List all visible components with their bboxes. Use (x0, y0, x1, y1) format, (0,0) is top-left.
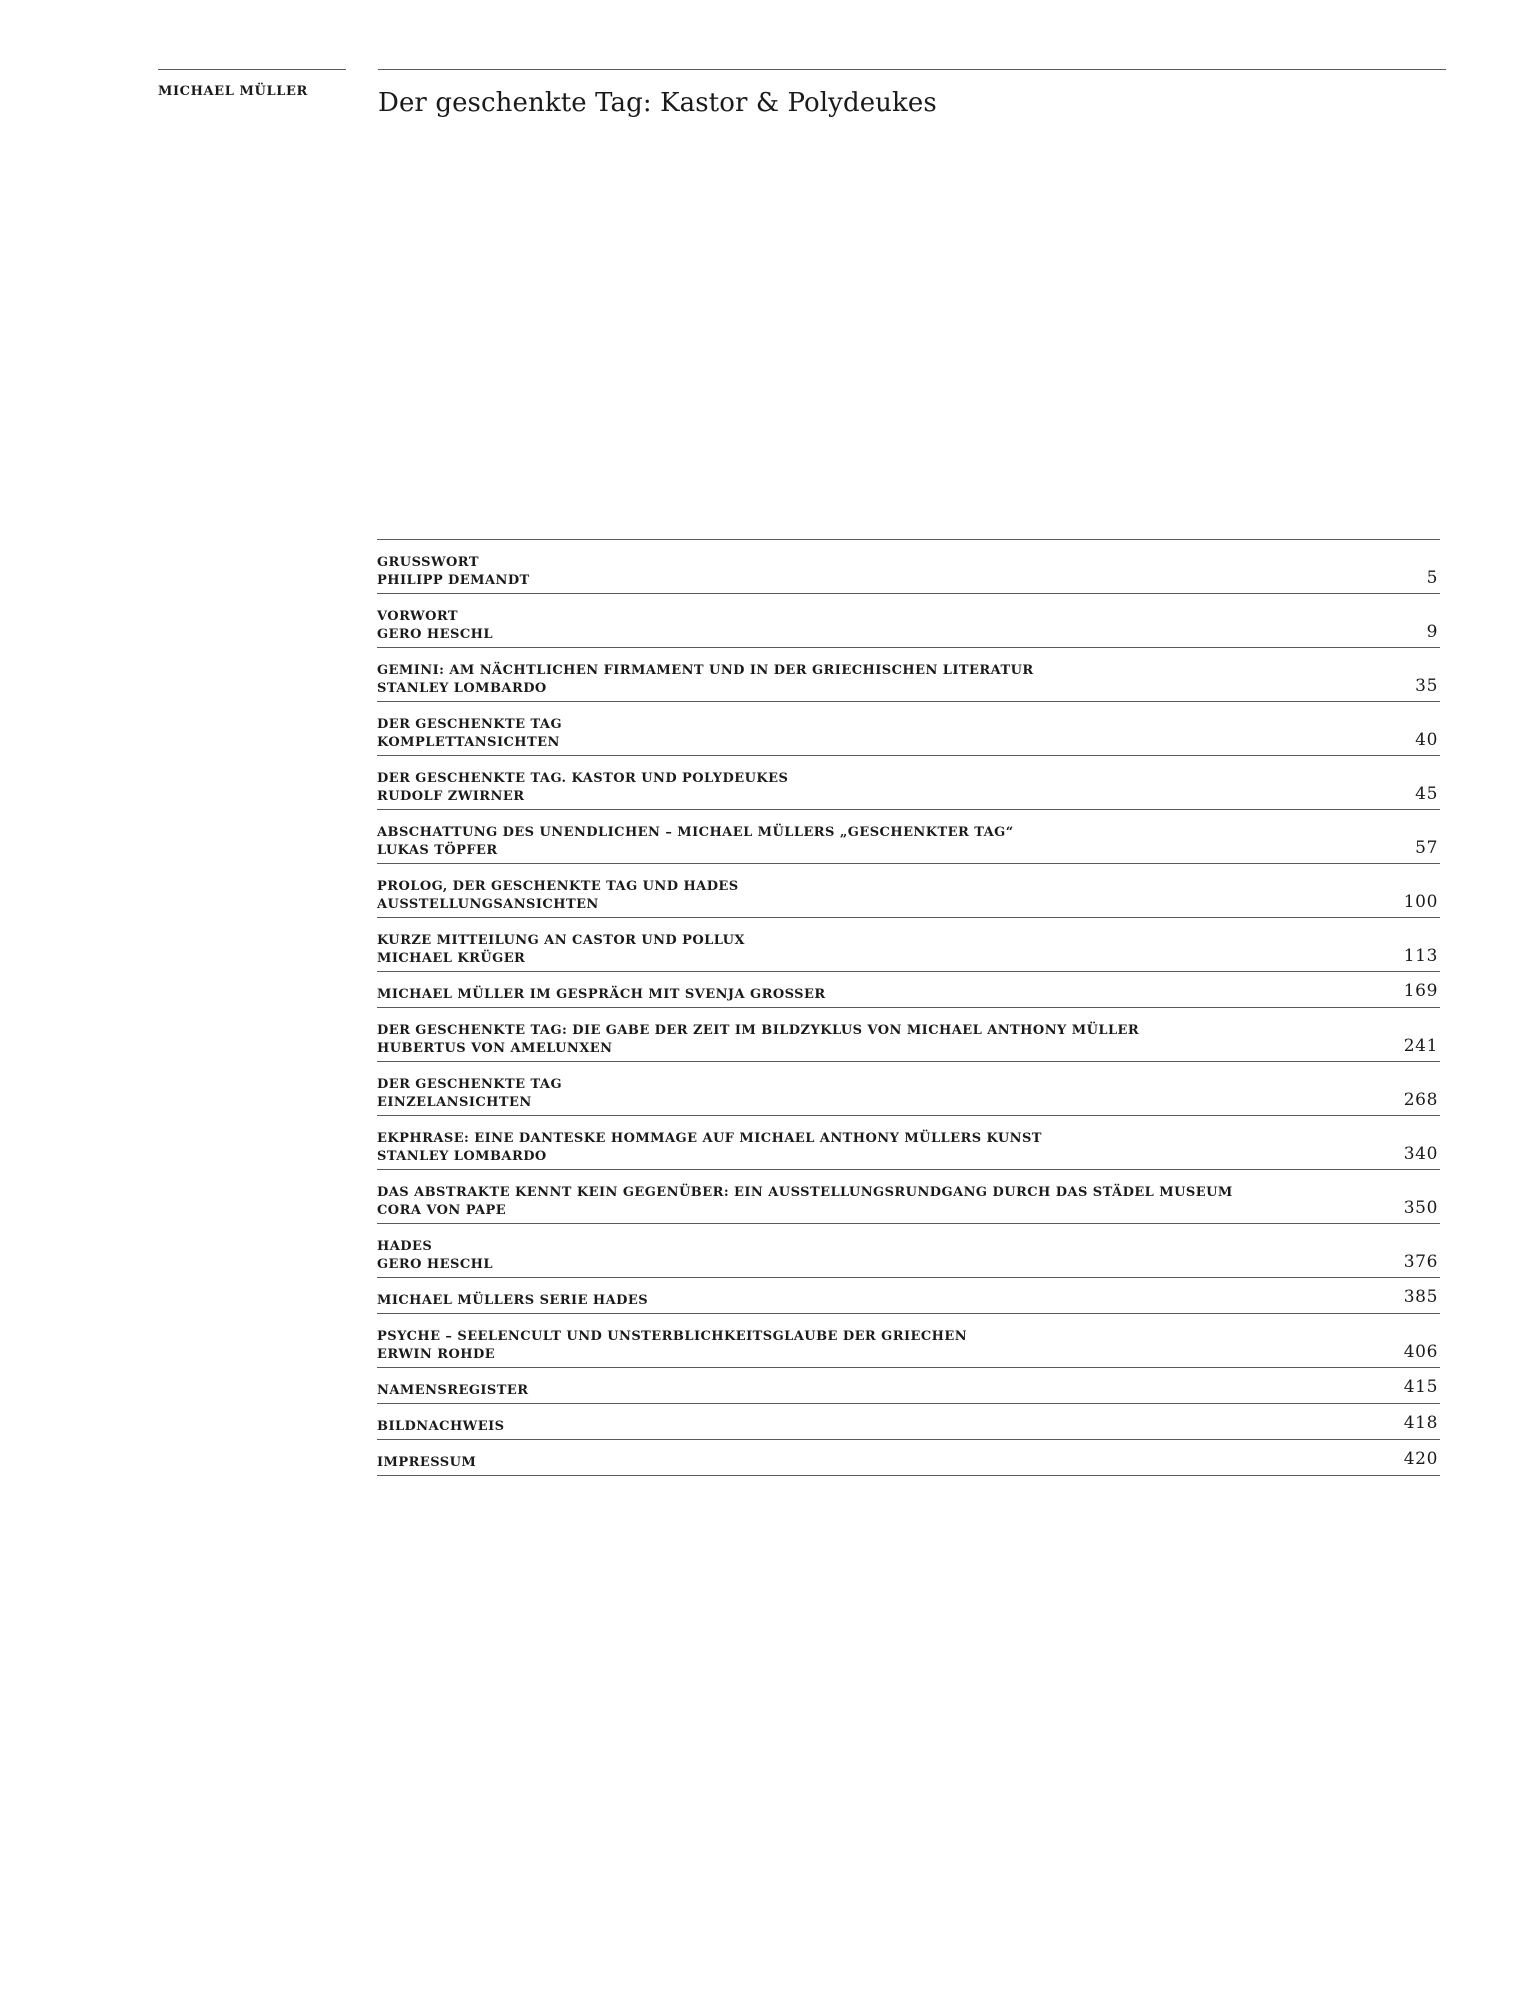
toc-entry-text (377, 1076, 562, 1112)
toc-entry-text (377, 770, 788, 806)
toc-entry-title: BILDNACHWEIS (377, 1419, 505, 1434)
toc-entry-text (377, 1022, 1139, 1058)
toc-entry[interactable] (377, 972, 1440, 1008)
toc-entry-title: VORWORT (377, 609, 459, 624)
toc-page-number: 45 (1415, 784, 1438, 804)
toc-page-number: 40 (1415, 730, 1438, 750)
toc-entry-author: MICHAEL KRÜGER (377, 951, 526, 966)
toc-entry-text (377, 986, 826, 1004)
toc-page-number: 350 (1403, 1198, 1438, 1218)
toc-page-number: 9 (1426, 622, 1438, 642)
author-name: MICHAEL MÜLLER (158, 84, 308, 99)
toc-entry-author: EINZELANSICHTEN (377, 1095, 532, 1110)
toc-entry-author: LUKAS TÖPFER (377, 843, 498, 858)
toc-page-number: 406 (1403, 1342, 1438, 1362)
toc-entry-title: NAMENSREGISTER (377, 1383, 529, 1398)
toc-entry-author: GERO HESCHL (377, 627, 493, 642)
toc-entry[interactable] (377, 810, 1440, 864)
toc-entry-text (377, 878, 739, 914)
toc-entry-author: PHILIPP DEMANDT (377, 573, 530, 588)
toc-entry[interactable] (377, 1404, 1440, 1440)
toc-page-number: 418 (1403, 1413, 1438, 1433)
toc-entry-author: HUBERTUS VON AMELUNXEN (377, 1041, 613, 1056)
toc-entry-title: MICHAEL MÜLLERS SERIE HADES (377, 1293, 649, 1308)
toc-entry-title: ABSCHATTUNG DES UNENDLICHEN – MICHAEL MÜLLERS „GESCHENKTER TAG“ (377, 825, 1014, 840)
toc-entry-text (377, 554, 530, 590)
toc-entry-title: IMPRESSUM (377, 1455, 477, 1470)
toc-entry-title: DER GESCHENKTE TAG: DIE GABE DER ZEIT IM BILDZYKLUS VON MICHAEL ANTHONY MÜLLER (377, 1023, 1140, 1038)
toc-entry-title: DER GESCHENKTE TAG (377, 717, 562, 732)
toc-entry[interactable] (377, 1008, 1440, 1062)
table-of-contents (377, 539, 1440, 1476)
toc-page-number: 241 (1403, 1036, 1438, 1056)
toc-page-number: 35 (1415, 676, 1438, 696)
toc-page-number: 376 (1403, 1252, 1438, 1272)
toc-entry[interactable] (377, 702, 1440, 756)
toc-entry-text (377, 1454, 476, 1472)
toc-entry-title: GEMINI: AM NÄCHTLICHEN FIRMAMENT UND IN DER GRIECHISCHEN LITERATUR (377, 663, 1034, 678)
toc-entry[interactable] (377, 1368, 1440, 1404)
toc-entry-text (377, 1382, 529, 1400)
toc-entry[interactable] (377, 1170, 1440, 1224)
toc-entry[interactable] (377, 1062, 1440, 1116)
toc-page-number: 5 (1426, 568, 1438, 588)
toc-entry-author: AUSSTELLUNGSANSICHTEN (377, 897, 599, 912)
toc-entry-text (377, 716, 562, 752)
toc-page-number: 385 (1403, 1287, 1438, 1307)
header-rule-left (158, 69, 346, 70)
toc-entry[interactable] (377, 1278, 1440, 1314)
toc-entry-title: EKPHRASE: EINE DANTESKE HOMMAGE AUF MICHAEL ANTHONY MÜLLERS KUNST (377, 1131, 1042, 1146)
toc-entry-author: ERWIN ROHDE (377, 1347, 496, 1362)
toc-entry-text (377, 1130, 1042, 1166)
book-title: Der geschenkte Tag: Kastor & Polydeukes (378, 88, 937, 118)
toc-page-number: 340 (1403, 1144, 1438, 1164)
toc-entry[interactable] (377, 1440, 1440, 1476)
toc-entry-title: HADES (377, 1239, 433, 1254)
toc-entry-text (377, 824, 1014, 860)
toc-page-number: 113 (1403, 946, 1438, 966)
toc-entry[interactable] (377, 756, 1440, 810)
toc-entry[interactable] (377, 540, 1440, 594)
toc-entry-title: PSYCHE – SEELENCULT UND UNSTERBLICHKEITSGLAUBE DER GRIECHEN (377, 1329, 968, 1344)
toc-entry-title: DER GESCHENKTE TAG (377, 1077, 562, 1092)
toc-entry-author: STANLEY LOMBARDO (377, 681, 547, 696)
toc-entry-text (377, 662, 1034, 698)
toc-page-number: 169 (1403, 981, 1438, 1001)
toc-entry[interactable] (377, 1314, 1440, 1368)
toc-entry-author: KOMPLETTANSICHTEN (377, 735, 560, 750)
toc-entry-text (377, 1328, 967, 1364)
toc-entry[interactable] (377, 594, 1440, 648)
toc-page-number: 420 (1403, 1449, 1438, 1469)
toc-entry[interactable] (377, 1116, 1440, 1170)
toc-entry[interactable] (377, 864, 1440, 918)
toc-entry-title: DAS ABSTRAKTE KENNT KEIN GEGENÜBER: EIN AUSSTELLUNGSRUNDGANG DURCH DAS STÄDEL MUSEUM (377, 1185, 1233, 1200)
toc-page-number: 57 (1415, 838, 1438, 858)
toc-entry-text (377, 932, 745, 968)
toc-entry-text (377, 608, 493, 644)
toc-entry-text (377, 1292, 648, 1310)
toc-entry-text (377, 1184, 1233, 1220)
toc-entry-title: PROLOG, DER GESCHENKTE TAG UND HADES (377, 879, 739, 894)
toc-entry[interactable] (377, 918, 1440, 972)
toc-entry-text (377, 1418, 504, 1436)
toc-entry-title: KURZE MITTEILUNG AN CASTOR UND POLLUX (377, 933, 745, 948)
toc-entry-author: GERO HESCHL (377, 1257, 493, 1272)
toc-entry-title: GRUSSWORT (377, 555, 479, 570)
toc-page-number: 100 (1403, 892, 1438, 912)
toc-entry-author: STANLEY LOMBARDO (377, 1149, 547, 1164)
toc-page-number: 268 (1403, 1090, 1438, 1110)
toc-entry-author: RUDOLF ZWIRNER (377, 789, 525, 804)
toc-entry[interactable] (377, 1224, 1440, 1278)
toc-page-number: 415 (1403, 1377, 1438, 1397)
header-rule-right (378, 69, 1446, 70)
toc-entry-author: CORA VON PAPE (377, 1203, 507, 1218)
toc-entry-text (377, 1238, 493, 1274)
toc-entry-title: MICHAEL MÜLLER IM GESPRÄCH MIT SVENJA GROSSER (377, 987, 826, 1002)
toc-entry[interactable] (377, 648, 1440, 702)
toc-entry-title: DER GESCHENKTE TAG. KASTOR UND POLYDEUKES (377, 771, 789, 786)
